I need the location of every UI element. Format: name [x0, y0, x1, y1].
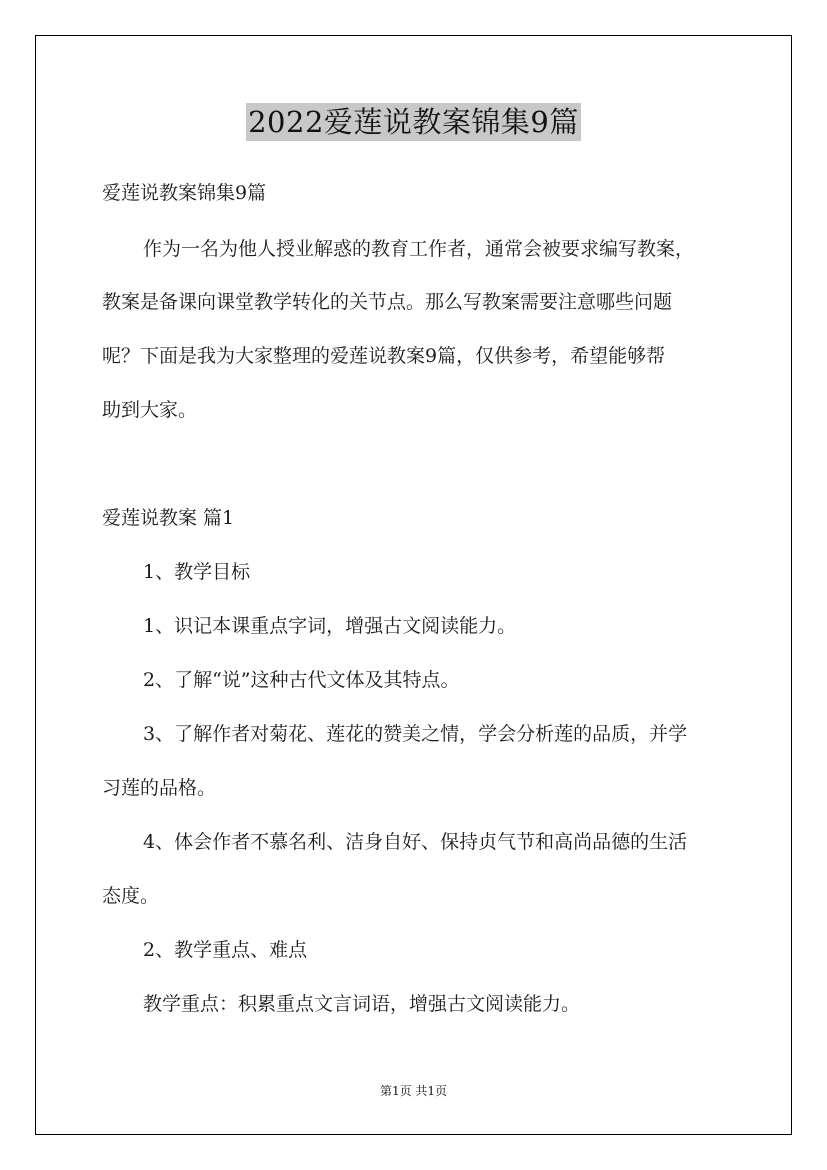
body-line-7: 态度。	[102, 885, 160, 907]
document-subtitle: 爱莲说教案锦集9篇	[102, 182, 267, 204]
body-line-3: 2、了解“说”这种古代文体及其特点。	[143, 669, 460, 691]
intro-line-2: 教案是备课向课堂教学转化的关节点。那么写教案需要注意哪些问题	[102, 291, 673, 313]
title-wrap	[0, 103, 827, 141]
page-footer: 第1页 共1页	[379, 1084, 448, 1098]
body-line-4: 3、了解作者对菊花、莲花的赞美之情，学会分析莲的品质，并学	[143, 723, 688, 745]
body-line-1: 1、教学目标	[143, 561, 251, 583]
section-heading: 爱莲说教案 篇1	[102, 507, 235, 529]
intro-line-4: 助到大家。	[102, 399, 198, 421]
document-title: 2022爱莲说教案锦集9篇	[248, 105, 579, 139]
body-line-8: 2、教学重点、难点	[143, 939, 308, 961]
intro-line-3: 呢？下面是我为大家整理的爱莲说教案9篇，仅供参考，希望能够帮	[102, 345, 666, 367]
body-line-5: 习莲的品格。	[102, 777, 217, 799]
intro-line-1: 作为一名为他人授业解惑的教育工作者，通常会被要求编写教案，	[143, 238, 695, 260]
body-line-2: 1、识记本课重点字词，增强古文阅读能力。	[143, 615, 517, 637]
body-line-9: 教学重点：积累重点文言词语，增强古文阅读能力。	[143, 993, 581, 1015]
body-line-6: 4、体会作者不慕名利、洁身自好、保持贞气节和高尚品德的生活	[143, 831, 688, 853]
